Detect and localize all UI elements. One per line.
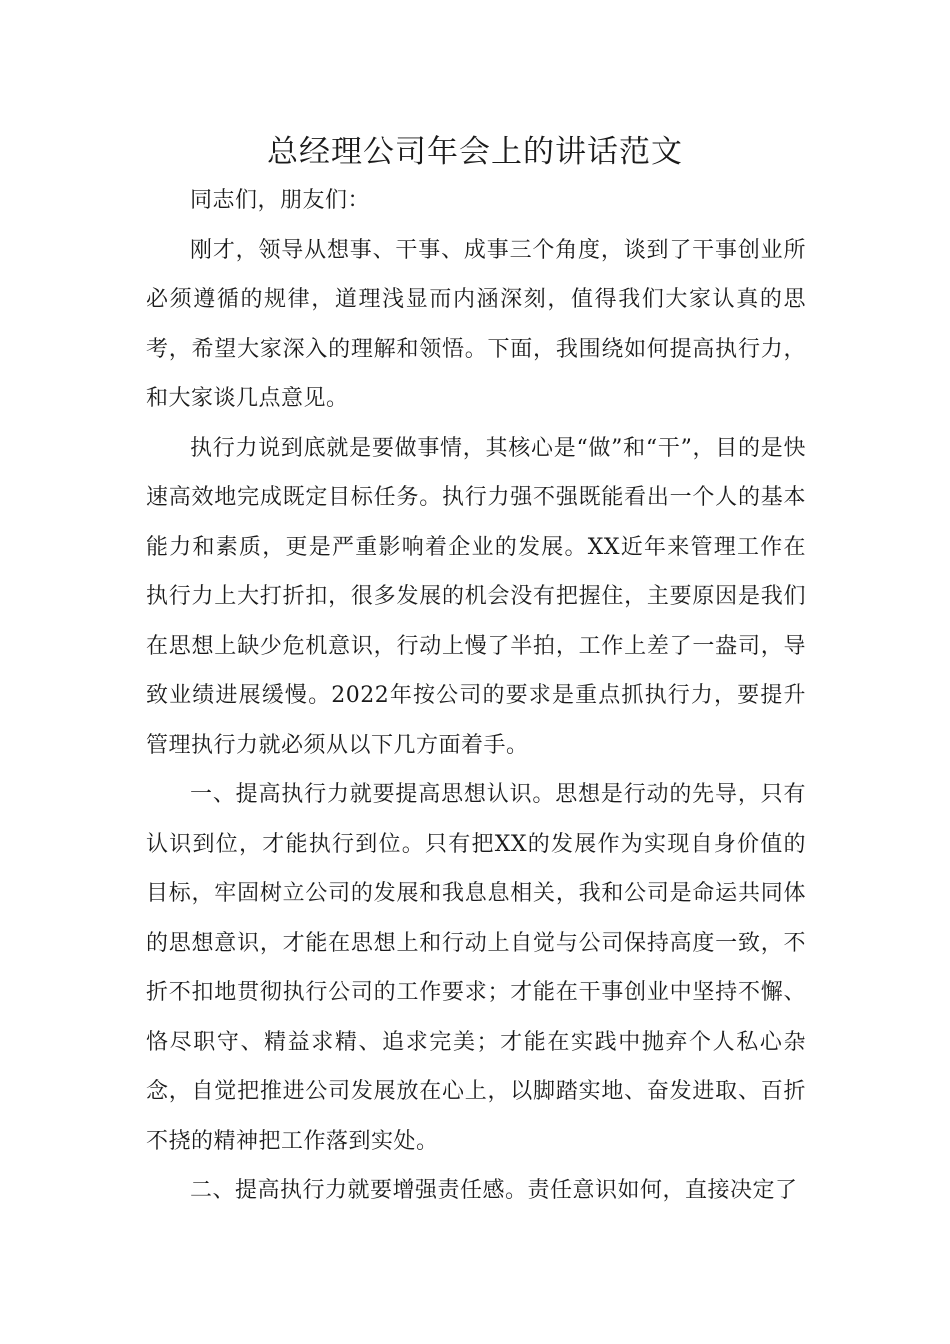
intro-paragraph: 刚才，领导从想事、干事、成事三个角度，谈到了干事创业所必须遵循的规律，道理浅显而内涵深刻，值得我们大家认真的思考，希望大家深入的理解和领悟。下面，我围绕如何提高执行力，和大家谈几点意见。 bbox=[146, 237, 806, 411]
point-two-paragraph: 二、提高执行力就要增强责任感。责任意识如何，直接决定了 bbox=[190, 1178, 798, 1203]
salutation-paragraph: 同志们，朋友们： bbox=[190, 188, 371, 213]
document-body bbox=[146, 176, 806, 1216]
point-one-paragraph: 一、提高执行力就要提高思想认识。思想是行动的先导，只有认识到位，才能执行到位。只有把XX的发展作为实现自身价值的目标，牢固树立公司的发展和我息息相关，我和公司是命运共同体的思想意识，才能在思想上和行动上自觉与公司保持高度一致，不折不扣地贯彻执行公司的工作要求；才能在干事创业中坚持不懈、恪尽职守、精益求精、追求完美；才能在实践中抛弃个人私心杂念，自觉把推进公司发展放在心上，以脚踏实地、奋发进取、百折不挠的精神把工作落到实处。 bbox=[146, 782, 806, 1154]
document-title: 总经理公司年会上的讲话范文 bbox=[267, 134, 683, 170]
execution-paragraph: 执行力说到底就是要做事情，其核心是“做”和“干”，目的是快速高效地完成既定目标任务。执行力强不强既能看出一个人的基本能力和素质，更是严重影响着企业的发展。XX近年来管理工作在执行力上大打折扣，很多发展的机会没有把握住，主要原因是我们在思想上缺少危机意识，行动上慢了半拍，工作上差了一盎司，导致业绩进展缓慢。2022年按公司的要求是重点抓执行力，要提升管理执行力就必须从以下几方面着手。 bbox=[146, 435, 806, 758]
